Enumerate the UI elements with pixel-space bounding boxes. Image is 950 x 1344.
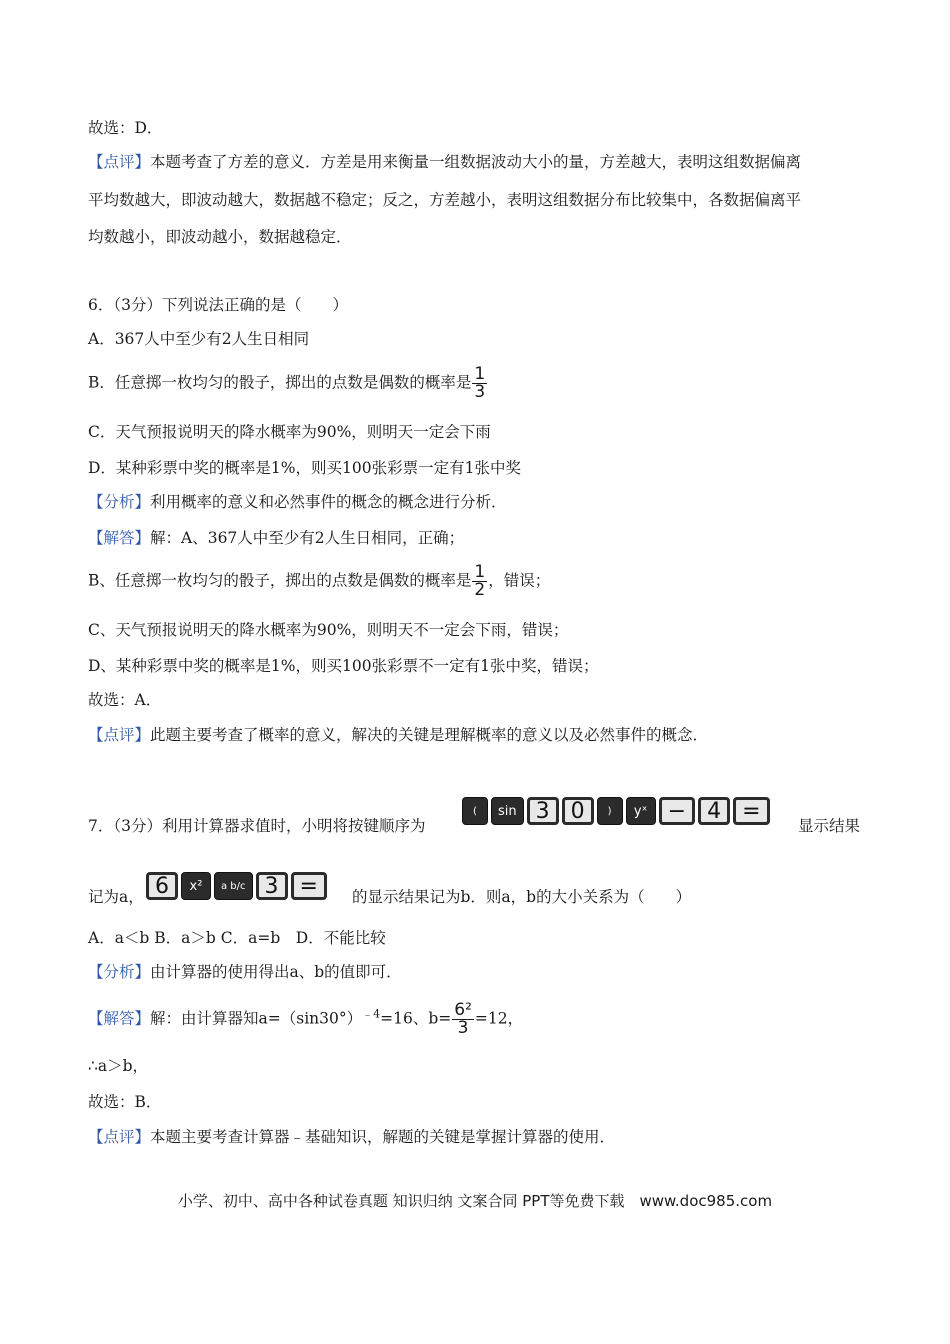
q6-solution-a: [88, 527, 464, 549]
q7-comment-text: 本题主要考查计算器﹣基础知识，解题的关键是掌握计算器的使用．: [150, 1128, 616, 1146]
q6-stem: 6．（3分）下列说法正确的是（ ）: [88, 296, 348, 314]
q5-comment-line-2: 平均数越大，即波动越大，数据越不稳定；反之，方差越小，表明这组数据分布比较集中，各数据偏离平: [88, 191, 802, 209]
page-footer: 小学、初中、高中各种试卷真题 知识归纳 文案合同 PPT等免费下载 www.doc985.com: [177, 1192, 773, 1210]
key-0: 0: [562, 797, 594, 825]
fraction-denominator: 2: [474, 580, 486, 600]
q7-analysis: [88, 961, 402, 983]
comment-tag: 【点评】: [88, 1128, 151, 1146]
q5-answer: 故选：D．: [88, 119, 163, 137]
q7-stem-line-2-tail: 的显示结果记为b．则a，b的大小关系为（ ）: [352, 888, 692, 906]
q7-comment: [88, 1126, 615, 1148]
q5-comment-line-1: [88, 151, 801, 173]
q6-solution-a-text: 解：A、367人中至少有2人生日相同，正确；: [150, 529, 465, 547]
key-fraction: a b/c: [214, 872, 253, 900]
q7-analysis-text: 由计算器的使用得出a、b的值即可．: [150, 963, 402, 981]
q6-solution-d: D、某种彩票中奖的概率是1%，则买100张彩票不一定有1张中奖，错误；: [88, 657, 599, 675]
analysis-tag: 【分析】: [88, 963, 151, 981]
q7-solution-tail: =12，: [474, 1009, 524, 1028]
comment-tag: 【点评】: [88, 153, 151, 171]
q6-solution-b-text: B、任意掷一枚均匀的骰子，掷出的点数是偶数的概率是: [88, 571, 472, 590]
q6-option-d: D．某种彩票中奖的概率是1%，则买100张彩票一定有1张中奖: [88, 459, 521, 477]
q7-solution: [88, 1002, 523, 1037]
key-6: 6: [146, 872, 178, 900]
analysis-tag: 【分析】: [88, 493, 151, 511]
key-close-paren: ): [597, 797, 623, 825]
q5-comment-text-1: 本题考查了方差的意义．方差是用来衡量一组数据波动大小的量，方差越大，表明这组数据偏离: [150, 153, 802, 171]
key-sequence-1: [462, 797, 770, 825]
key-3: 3: [527, 797, 559, 825]
q7-answer: 故选：B．: [88, 1093, 162, 1111]
q7-therefore: ∴a＞b，: [88, 1057, 149, 1075]
key-power: yˣ: [626, 797, 656, 825]
q6-solution-c: C、天气预报说明天的降水概率为90%，则明天不一定会下雨，错误；: [88, 621, 569, 639]
fraction: [472, 366, 487, 401]
q6-option-b: [88, 366, 488, 401]
q7-options: A．a＜b B．a＞b C．a=b D．不能比较: [88, 929, 386, 947]
q7-solution-mid: =16、b=: [380, 1009, 452, 1028]
key-sequence-2: [146, 872, 327, 900]
q6-option-c: C．天气预报说明天的降水概率为90%，则明天一定会下雨: [88, 423, 491, 441]
q7-solution-exponent: ﹣4: [362, 1007, 381, 1021]
q5-comment-line-3: 均数越小，即波动越小，数据越稳定．: [88, 228, 352, 246]
q6-comment: [88, 724, 708, 746]
q6-analysis-text: 利用概率的意义和必然事件的概念的概念进行分析．: [150, 493, 507, 511]
key-3: 3: [256, 872, 288, 900]
q6-answer: 故选：A．: [88, 691, 162, 709]
fraction-denominator: 3: [457, 1018, 469, 1038]
q6-solution-b-tail: ，错误；: [488, 571, 551, 590]
q6-comment-text: 此题主要考查了概率的意义，解决的关键是理解概率的意义以及必然事件的概念．: [150, 726, 709, 744]
q6-solution-b: [88, 564, 550, 599]
q7-stem-line-1: 7．（3分）利用计算器求值时，小明将按键顺序为: [88, 817, 426, 835]
q7-stem-line-2-head: 记为a，: [88, 888, 144, 906]
q6-option-a: A．367人中至少有2人生日相同: [88, 330, 310, 348]
key-equals: =: [733, 797, 769, 825]
fraction-numerator: 1: [474, 562, 486, 582]
solution-tag: 【解答】: [88, 1009, 151, 1028]
fraction: [452, 1002, 474, 1037]
key-open-paren: (: [462, 797, 488, 825]
fraction: [472, 564, 487, 599]
fraction-numerator: 1: [474, 364, 486, 384]
q7-stem-line-1-tail: 显示结果: [798, 817, 861, 835]
solution-tag: 【解答】: [88, 529, 151, 547]
fraction-numerator: 6²: [454, 1000, 472, 1020]
fraction-denominator: 3: [474, 382, 486, 402]
key-sin: sin: [491, 797, 524, 825]
key-minus: −: [659, 797, 695, 825]
q6-option-b-text: B．任意掷一枚均匀的骰子，掷出的点数是偶数的概率是: [88, 373, 472, 392]
key-equals: =: [291, 872, 327, 900]
q6-analysis: [88, 491, 507, 513]
q7-solution-head: 解：由计算器知a=（sin30°）: [150, 1009, 363, 1028]
comment-tag: 【点评】: [88, 726, 151, 744]
key-square: x²: [181, 872, 211, 900]
key-4: 4: [698, 797, 730, 825]
